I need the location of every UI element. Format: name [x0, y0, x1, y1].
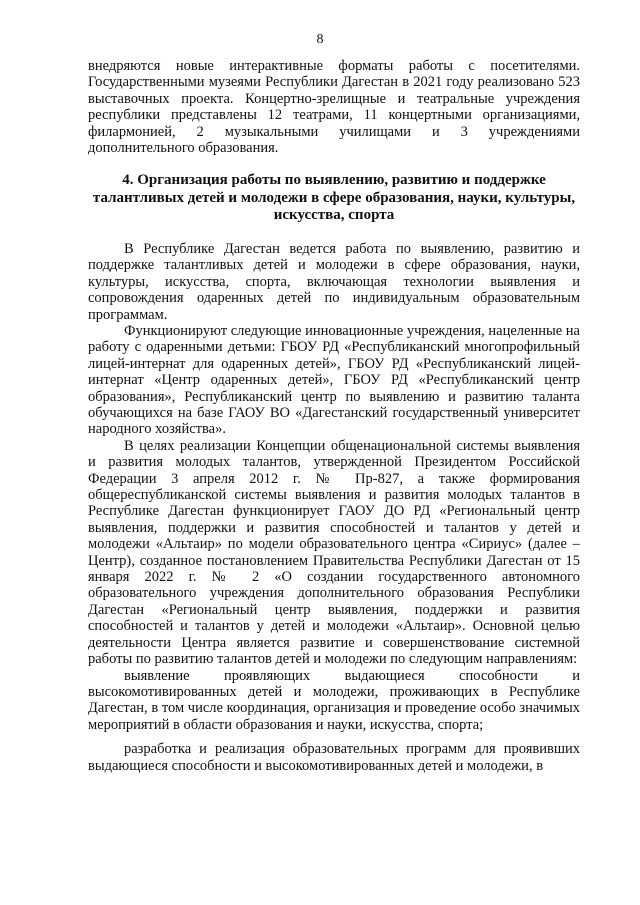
page-number: 8 [316, 32, 324, 47]
intro-paragraph: внедряются новые интерактивные форматы работы с посетителями. Государственными музеями Республики Дагестан в 2021 году реализовано 523 выставочных проекта. Концертно-зрелищные и театральные учреждения республики представлены 12 театрами, 11 концертными организациями, филармонией, 2 музыкальными училищами и 3 учреждениями дополнительного образования. [88, 58, 580, 157]
paragraph-direction-programs: разработка и реализация образовательных программ для проявивших выдающиеся способности и высокомотивированных детей и молодежи, в [88, 741, 580, 774]
paragraph-concept: В целях реализации Концепции общенациональной системы выявления и развития молодых талантов, утвержденной Президентом Российской Федерации 3 апреля 2012 г. № Пр-827, а также формирования общереспубликанской системы выявления и развития молодых талантов в Республике Дагестан функционирует ГАОУ ДО РД «Региональный центр выявления, поддержки и развития способностей и талантов у детей и молодежи «Альтаир» по модели образовательного центра «Сириус» (далее – Центр), созданное постановлением Правительства Республики Дагестан от 15 января 2022 г. № 2 «О создании государственного автономного образовательного учреждения дополнительного образования Республики Дагестан «Региональный центр выявления, поддержки и развития способностей и талантов у детей и молодежи «Альтаир». Основной целью деятельности Центра является развитие и совершенствование системной работы по развитию талантов детей и молодежи по следующим направлениям: [88, 437, 580, 668]
paragraph-direction-identification: выявление проявляющих выдающиеся способности и высокомотивированных детей и молодежи, проживающих в Республике Дагестан, в том числе координация, организация и проведение особо значимых мероприятий в области образования и науки, искусства, спорта; [88, 667, 580, 733]
paragraph-talent-work: В Республике Дагестан ведется работа по выявлению, развитию и поддержке талантливых детей и молодежи в сфере образования, науки, культуры, искусства, спорта, включающая технологии выявления и сопровождения одаренных детей по индивидуальным образовательным программам. [88, 240, 580, 323]
section-heading: 4. Организация работы по выявлению, развитию и поддержке талантливых детей и молодежи в сфере образования, науки, культуры, искусства, спорта [92, 172, 576, 224]
paragraph-institutions: Функционируют следующие инновационные учреждения, нацеленные на работу с одаренными детьми: ГБОУ РД «Республиканский многопрофильный лицей-интернат для одаренных детей», ГБОУ РД «Республиканский лицей-интернат «Центр одаренных детей», ГБОУ РД «Республиканский центр образования», Республиканский центр по выявлению и развитию таланта обучающихся на базе ГАОУ ВО «Дагестанский государственный университет народного хозяйства». [88, 322, 580, 438]
document-body [88, 58, 580, 774]
